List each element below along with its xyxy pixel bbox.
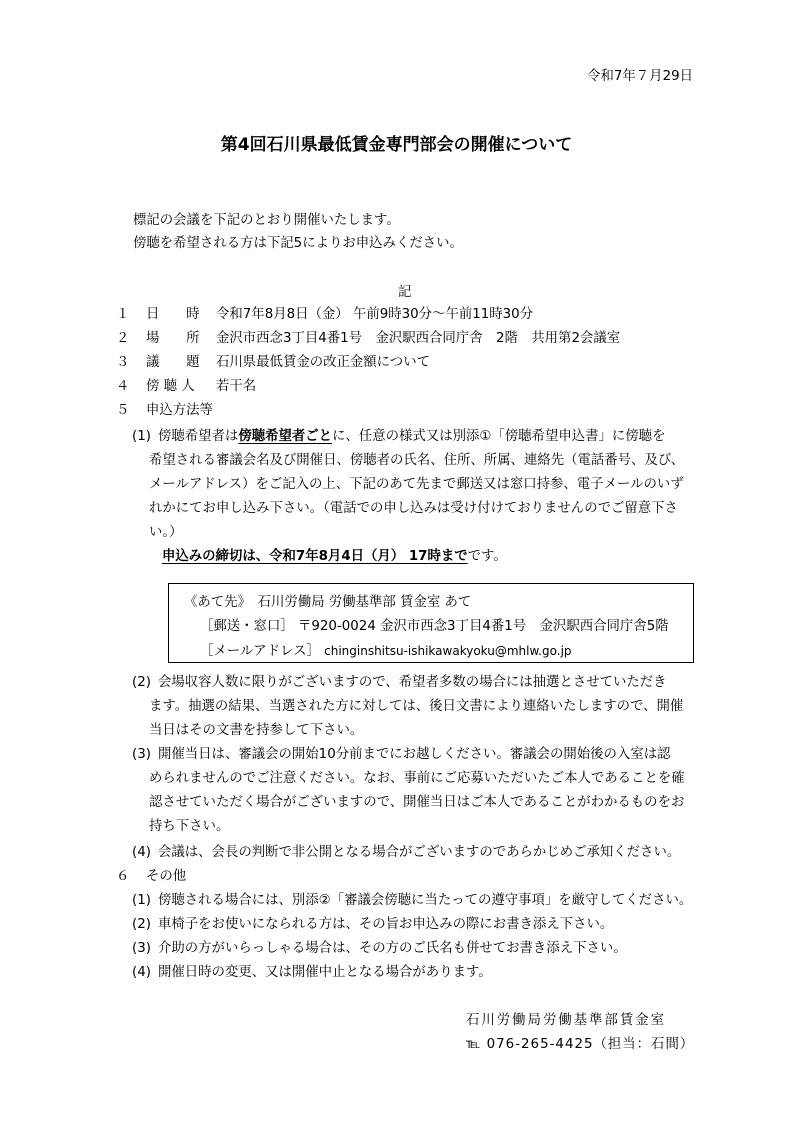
document-title: 第4回石川県最低賃金専門部会の開催について xyxy=(220,135,573,155)
sub-number: (1) xyxy=(132,429,151,444)
apply-p2-line: 会場収容人数に限りがございますので、希望者多数の場合には抽選とさせていただき xyxy=(158,675,667,690)
apply-p1-first-line xyxy=(158,426,665,448)
item-value-place: 金沢市西念3丁目4番1号 金沢駅西合同庁舎 2階 共用第2会議室 xyxy=(216,331,621,346)
footer-organization: 石川労働局労働基準部賃金室 xyxy=(466,1013,667,1028)
address-mail-label: ［メールアドレス］ xyxy=(200,644,320,659)
sub-number: (3) xyxy=(132,941,151,956)
item-label-datetime: 日 時 xyxy=(146,307,200,322)
other-item-text: 車椅子をお使いになられる方は、その旨お申込みの際にお書き添え下さい。 xyxy=(158,917,614,932)
item-value-audience: 若干名 xyxy=(216,379,257,394)
item-value-agenda: 石川県最低賃金の改正金額について xyxy=(216,355,430,370)
apply-p1-line: れかにてお申し込み下さい。（電話での申し込みは受け付けておりませんのでご留意下さ xyxy=(149,501,678,516)
item-label-agenda: 議 題 xyxy=(146,355,200,370)
sub-number: (3) xyxy=(132,747,151,762)
apply-p1-line: い。） xyxy=(149,525,183,540)
address-mail: chinginshitsu-ishikawakyoku@mhlw.go.jp xyxy=(324,644,572,658)
deadline-text: 申込みの締切は、令和7年8月4日（月） 17時まで xyxy=(162,549,468,564)
apply-p1-line: 希望される審議会名及び開催日、傍聴者の氏名、住所、所属、連絡先（電話番号、及び、 xyxy=(149,453,685,468)
document-date: 令和7年７月29日 xyxy=(587,69,693,84)
item-label-audience: 傍 聴 人 xyxy=(146,379,195,394)
ki-heading: 記 xyxy=(398,285,412,300)
address-post: ［郵送・窓口］ 〒920-0024 金沢市西念3丁目4番1号 金沢駅西合同庁舎5階 xyxy=(200,619,669,634)
item-number: ２ xyxy=(116,331,130,346)
deadline-line xyxy=(162,546,507,568)
apply-p2-line: 当日はその文書を持参して下さい。 xyxy=(149,723,364,738)
sub-number: (4) xyxy=(132,845,151,860)
item-label-place: 場 所 xyxy=(146,331,200,346)
sub-number: (2) xyxy=(132,917,151,932)
apply-p4-text: 会議は、会長の判断で非公開となる場合がございますのであらかじめご承知ください。 xyxy=(158,845,681,860)
item-value-datetime: 令和7年8月8日（金） 午前9時30分～午前11時30分 xyxy=(216,307,534,322)
apply-p3-line: められませんのでご注意ください。なお、事前にご応募いただいたご本人であることを確 xyxy=(149,771,685,786)
other-item-text: 開催日時の変更、又は開催中止となる場合があります。 xyxy=(158,965,492,980)
item-number: ３ xyxy=(116,355,130,370)
apply-p1-post: に、任意の様式又は別添①「傍聴希望申込書」に傍聴を xyxy=(332,429,666,444)
intro-line-2: 傍聴を希望される方は下記5によりお申込みください。 xyxy=(133,236,463,251)
apply-p1-line: メールアドレス）をご記入の上、下記のあて先まで郵送又は窓口持参、電子メールのいず xyxy=(149,477,684,492)
item-label-other: その他 xyxy=(146,869,187,884)
other-item-text: 介助の方がいらっしゃる場合は、その方のご氏名も併せてお書き添え下さい。 xyxy=(158,941,627,956)
item-number: １ xyxy=(116,307,130,322)
deadline-suffix: です。 xyxy=(467,549,507,564)
apply-p3-line: 開催当日は、審議会の開始10分前までにお越しください。審議会の開始後の入室は認 xyxy=(158,747,671,762)
sub-number: (2) xyxy=(132,675,151,690)
address-mail-row xyxy=(200,640,572,663)
apply-p3-line: 持ち下さい。 xyxy=(149,819,230,834)
sub-number: (1) xyxy=(132,893,151,908)
apply-p1-emphasis: 傍聴希望者ごと xyxy=(238,429,333,444)
item-number: ４ xyxy=(116,379,130,394)
footer-telephone: ℡ 076-265-4425（担当：石間） xyxy=(466,1037,695,1052)
sub-number: (4) xyxy=(132,965,151,980)
address-to: 《あて先》 石川労働局 労働基準部 賃金室 あて xyxy=(184,595,472,610)
other-item-text: 傍聴される場合には、別添②「審議会傍聴に当たっての遵守事項」を厳守してください。 xyxy=(158,893,693,908)
apply-p2-line: ます。抽選の結果、当選された方に対しては、後日文書により連絡いたしますので、開催 xyxy=(149,699,684,714)
item-number: ５ xyxy=(116,403,130,418)
apply-p1-pre: 傍聴希望者は xyxy=(158,429,239,444)
item-label-application: 申込方法等 xyxy=(146,403,213,418)
item-number: ６ xyxy=(116,869,130,884)
apply-p3-line: 認させていただく場合がございますので、開催当日はご本人であることがわかるものをお xyxy=(149,795,685,810)
intro-line-1: 標記の会議を下記のとおり開催いたします。 xyxy=(133,213,400,228)
